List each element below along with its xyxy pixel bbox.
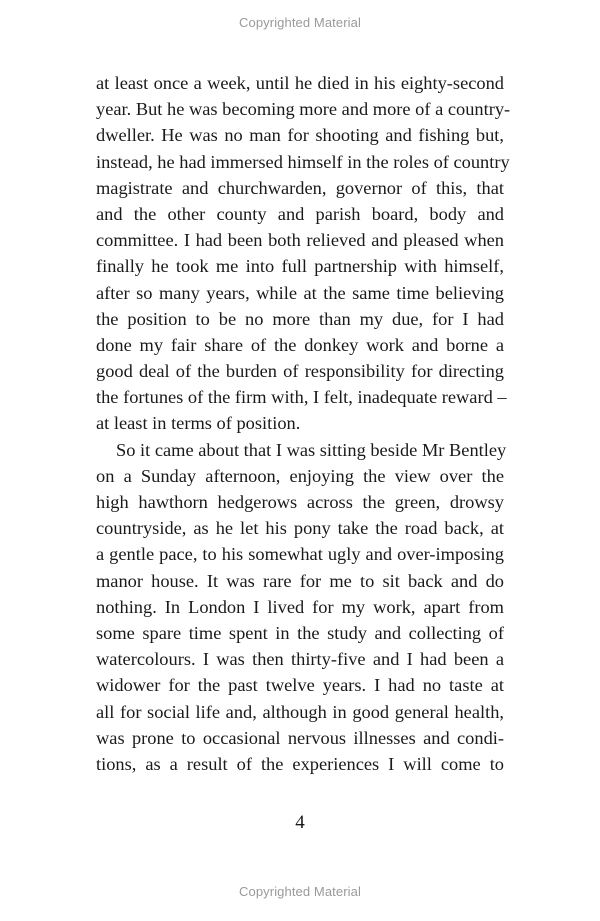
text-line: finally he took me into full partnership with himself,: [96, 256, 504, 277]
text-line: watercolours. I was then thirty-five and I had been a: [96, 649, 504, 670]
text-line: at least in terms of position.: [96, 413, 301, 434]
copyright-watermark-top: Copyrighted Material: [239, 15, 361, 30]
text-line: manor house. It was rare for me to sit back and do: [96, 570, 504, 591]
paragraph: [96, 70, 511, 437]
text-line: at least once a week, until he died in his eighty-second: [96, 73, 504, 93]
paragraph: [96, 437, 507, 777]
text-line: the position to be no more than my due, for I had: [96, 308, 504, 329]
text-line: instead, he had immersed himself in the roles of country: [96, 151, 510, 172]
book-text: [96, 70, 511, 777]
text-line: dweller. He was no man for shooting and fishing but,: [96, 125, 504, 146]
text-line: after so many years, while at the same time believing: [96, 282, 504, 303]
text-line: all for social life and, although in good general health,: [96, 701, 504, 722]
text-line: countryside, as he let his pony take the road back, at: [96, 518, 504, 539]
text-line: committee. I had been both relieved and pleased when: [96, 230, 504, 251]
text-line: some spare time spent in the study and collecting of: [96, 622, 504, 643]
text-line: a gentle pace, to his somewhat ugly and over-imposing: [96, 544, 504, 565]
text-line: high hawthorn hedgerows across the green, drowsy: [96, 492, 504, 512]
page-number: 4: [295, 812, 305, 833]
text-line: good deal of the burden of responsibility for directing: [96, 361, 504, 382]
text-line: year. But he was becoming more and more of a country-: [96, 99, 511, 120]
text-line: done my fair share of the donkey work and borne a: [96, 334, 504, 355]
text-line: So it came about that I was sitting beside Mr Bentley: [116, 439, 507, 460]
text-line: the fortunes of the firm with, I felt, inadequate reward –: [96, 387, 507, 408]
text-line: tions, as a result of the experiences I will come to: [96, 753, 504, 774]
text-line: and the other county and parish board, body and: [96, 203, 504, 224]
text-line: was prone to occasional nervous illnesses and condi-: [96, 727, 504, 748]
text-line: on a Sunday afternoon, enjoying the view over the: [96, 465, 504, 486]
text-line: widower for the past twelve years. I had no taste at: [96, 675, 504, 696]
text-line: nothing. In London I lived for my work, apart from: [96, 596, 504, 617]
text-line: magistrate and churchwarden, governor of this, that: [96, 177, 504, 198]
copyright-watermark-bottom: Copyrighted Material: [239, 884, 361, 899]
